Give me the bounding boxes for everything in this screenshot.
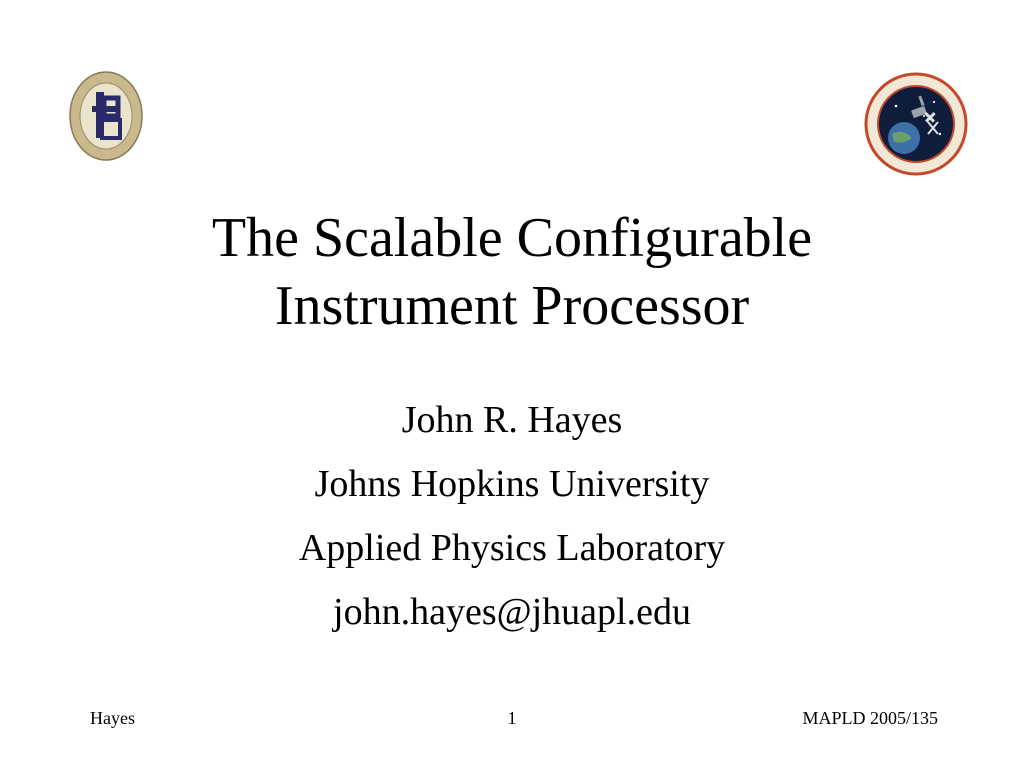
space-department-patch-icon: [864, 72, 968, 176]
footer-page-number: 1: [507, 708, 517, 728]
title-line-2: Instrument Processor: [274, 275, 750, 337]
author-lab: Applied Physics Laboratory: [298, 527, 726, 569]
author-university: Johns Hopkins University: [314, 463, 710, 505]
footer-conference: MAPLD 2005/135: [802, 708, 938, 728]
author-block: [0, 392, 1024, 648]
author-email: john.hayes@jhuapl.edu: [333, 591, 691, 633]
footer-author: Hayes: [90, 708, 135, 728]
jhu-seal-icon: [68, 70, 144, 162]
author-name: John R. Hayes: [401, 399, 623, 441]
slide-title: [0, 204, 1024, 340]
title-line-1: The Scalable Configurable: [211, 207, 813, 269]
